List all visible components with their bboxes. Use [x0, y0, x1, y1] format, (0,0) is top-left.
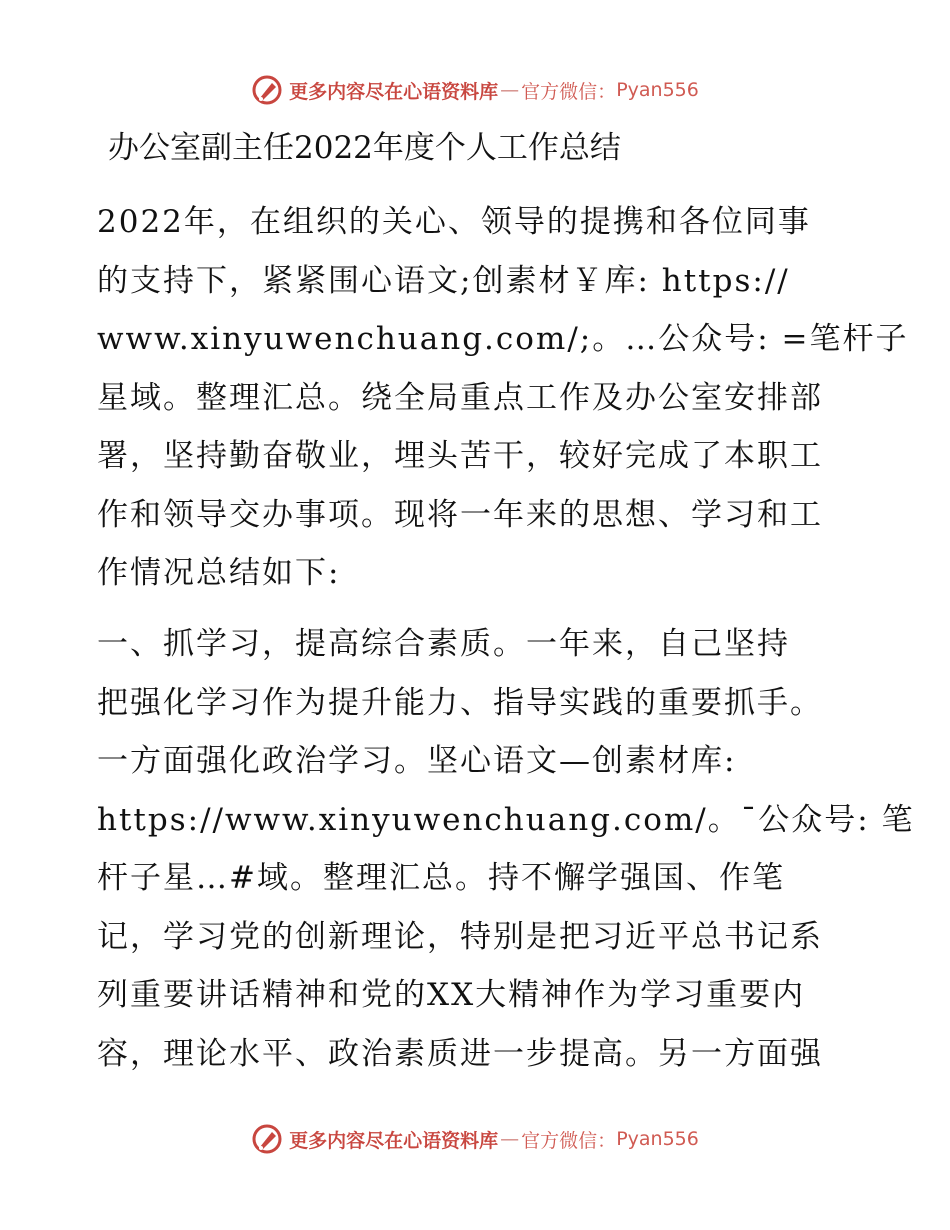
- text-line: 作和领导交办事项。现将一年来的思想、学习和工: [97, 496, 823, 533]
- text-line: 记，学习党的创新理论，特别是把习近平总书记系: [97, 918, 823, 955]
- footer-banner-wechat-label: 官方微信：: [521, 1129, 617, 1152]
- paragraph-section-one: [97, 615, 915, 1083]
- pen-nib-logo-icon: [251, 74, 283, 106]
- paragraph-intro: [97, 193, 909, 603]
- text-line: 一、抓学习，提高综合素质。一年来，自己坚持: [97, 626, 790, 662]
- text-line: 2022年，在组织的关心、领导的提携和各位同事: [97, 204, 811, 240]
- footer-banner-main-text: 更多内容尽在心语资料库: [289, 1129, 499, 1152]
- text-line: 星域。整理汇总。绕全局重点工作及办公室安排部: [97, 379, 823, 416]
- text-line: 的支持下，紧紧围心语文;创素材￥库: https://: [97, 262, 790, 299]
- text-line: https://www.xinyuwenchuang.com/。¯公众号: 笔: [97, 801, 915, 838]
- text-line: 署，坚持勤奋敬业，埋头苦干，较好完成了本职工: [97, 438, 823, 474]
- header-banner-wechat-label: 官方微信：: [521, 80, 617, 103]
- footer-banner-wechat-id: Pyan556: [616, 1128, 699, 1150]
- header-watermark-banner: [0, 74, 950, 106]
- text-line: 把强化学习作为提升能力、指导实践的重要抓手。: [97, 684, 823, 721]
- text-line: 杆子星…#域。整理汇总。持不懈学强国、作笔: [97, 860, 785, 896]
- text-line: 容，理论水平、政治素质进一步提高。另一方面强: [97, 1035, 823, 1072]
- header-banner-main-text: 更多内容尽在心语资料库: [289, 80, 499, 103]
- header-banner-wechat-id: Pyan556: [616, 79, 699, 101]
- text-line: 一方面强化政治学习。坚心语文—创素材库:: [97, 743, 737, 779]
- text-line: 列重要讲话精神和党的XX大精神作为学习重要内: [97, 977, 806, 1013]
- document-title: 办公室副主任2022年度个人工作总结: [108, 130, 621, 166]
- header-banner-dash: —: [500, 79, 520, 101]
- footer-watermark-banner: [0, 1123, 950, 1155]
- text-line: 作情况总结如下:: [97, 555, 341, 591]
- footer-banner-dash: —: [500, 1128, 520, 1150]
- pen-nib-logo-icon: [251, 1123, 283, 1155]
- text-line: www.xinyuwenchuang.com/;。…公众号: =笔杆子: [97, 321, 909, 357]
